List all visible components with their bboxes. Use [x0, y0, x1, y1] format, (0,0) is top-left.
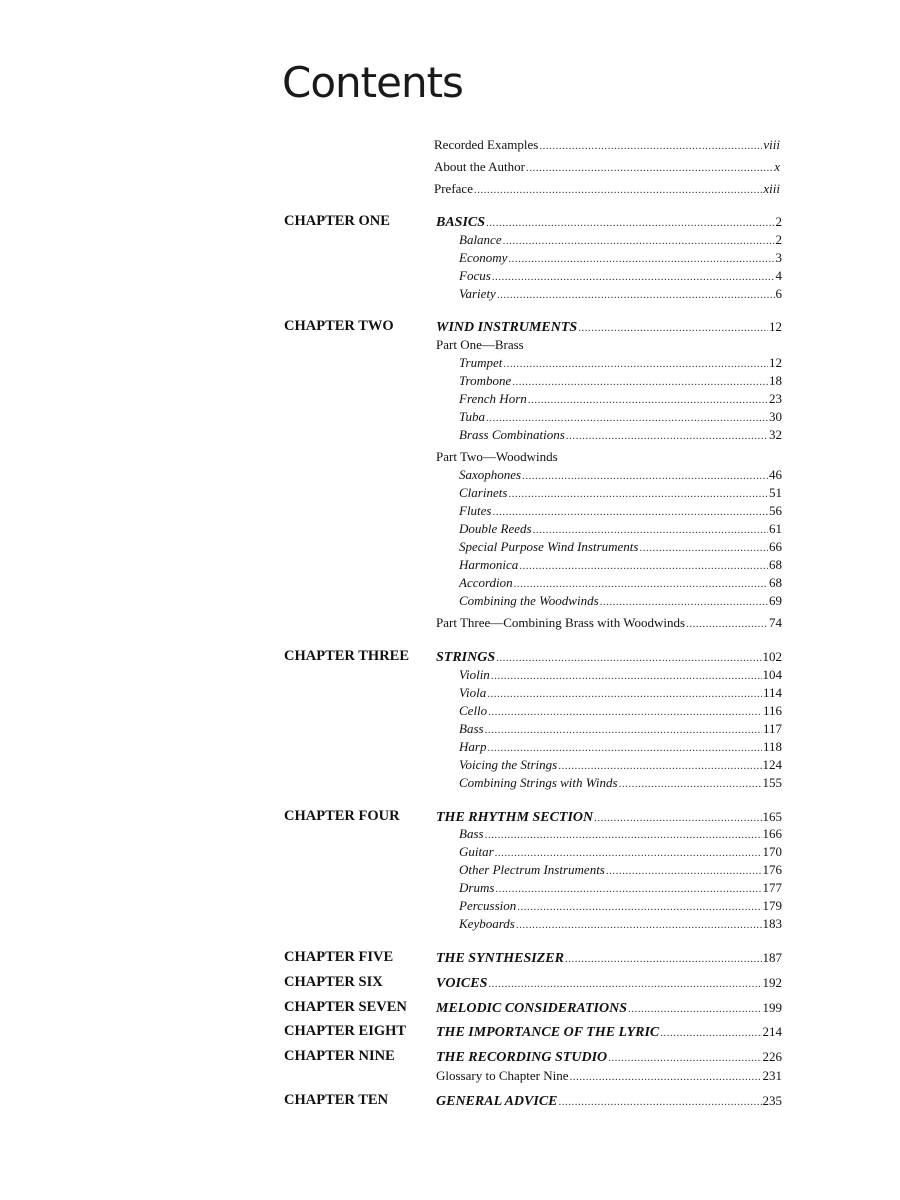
chapter-page: 12 — [769, 319, 782, 334]
chapter-title: THE RECORDING STUDIO — [436, 1050, 608, 1065]
toc-subentry[interactable] — [459, 592, 782, 611]
subentry-label: Accordion — [459, 575, 513, 590]
part-heading — [436, 448, 782, 466]
chapter-title: MELODIC CONSIDERATIONS — [436, 1001, 627, 1016]
subentry-page: 51 — [769, 485, 782, 500]
subentry-page: 66 — [769, 539, 782, 554]
chapter-label: CHAPTER TWO — [284, 318, 394, 334]
subentry-label: Harp — [459, 739, 487, 754]
toc-entry-page: viii — [763, 137, 780, 152]
subentry-page: 23 — [769, 391, 782, 406]
leader-dots — [539, 136, 762, 155]
chapter-title-entry[interactable] — [436, 949, 782, 968]
subentry-label: Saxophones — [459, 467, 522, 482]
toc-subentry[interactable] — [459, 684, 782, 703]
subentry-label: Trombone — [459, 373, 512, 388]
toc-subentry[interactable] — [459, 666, 782, 685]
chapter-page: 102 — [762, 649, 782, 664]
glossary-label: Glossary to Chapter Nine — [436, 1068, 569, 1083]
subentry-page: 117 — [762, 721, 782, 736]
subentry-label: Bass — [459, 826, 484, 841]
chapter-title: THE RHYTHM SECTION — [436, 810, 594, 825]
subentry-page: 56 — [769, 503, 782, 518]
toc-subentry[interactable] — [459, 756, 782, 775]
toc-subentry[interactable] — [459, 520, 782, 539]
toc-subentry[interactable] — [459, 738, 782, 757]
part-page: 74 — [769, 615, 782, 630]
toc-subentry[interactable] — [459, 502, 782, 521]
chapter-label: CHAPTER TEN — [284, 1092, 389, 1108]
subentry-page: 46 — [769, 467, 782, 482]
subentry-page: 30 — [769, 409, 782, 424]
toc-entry-recorded-examples[interactable] — [434, 136, 780, 155]
toc-subentry[interactable] — [459, 879, 782, 898]
subentry-label: Variety — [459, 286, 496, 301]
chapter-label: CHAPTER EIGHT — [284, 1023, 407, 1039]
subentry-label: Combining Strings with Winds — [459, 775, 618, 790]
subentry-page: 155 — [762, 775, 782, 790]
subentry-label: Cello — [459, 703, 488, 718]
leader-dots — [495, 843, 762, 862]
chapter-title-entry[interactable] — [436, 213, 782, 232]
leader-dots — [487, 738, 762, 757]
subentry-label: Double Reeds — [459, 521, 532, 536]
subentry-label: Voicing the Strings — [459, 757, 558, 772]
subentry-label: Trumpet — [459, 355, 503, 370]
chapter-label: CHAPTER SEVEN — [284, 999, 407, 1015]
leader-dots — [516, 915, 762, 934]
subentry-page: 179 — [762, 898, 782, 913]
chapter-title-entry[interactable] — [436, 1048, 782, 1067]
chapter-title: STRINGS — [436, 650, 496, 665]
subentry-label: Balance — [459, 232, 502, 247]
part-label: Part One—Brass — [436, 337, 524, 352]
chapter-title: THE IMPORTANCE OF THE LYRIC — [436, 1025, 660, 1040]
toc-subentry[interactable] — [459, 702, 782, 721]
subentry-label: Economy — [459, 250, 508, 265]
leader-dots — [686, 614, 768, 633]
subentry-page: 166 — [762, 826, 782, 841]
subentry-page: 3 — [775, 250, 782, 265]
subentry-page: 118 — [762, 739, 782, 754]
toc-entry-glossary[interactable] — [436, 1067, 782, 1086]
chapter-title: GENERAL ADVICE — [436, 1094, 558, 1109]
subentry-page: 116 — [762, 703, 782, 718]
chapter-title: THE SYNTHESIZER — [436, 951, 564, 966]
subentry-page: 183 — [762, 916, 782, 931]
subentry-label: Guitar — [459, 844, 494, 859]
glossary-page: 231 — [762, 1068, 782, 1083]
subentry-label: Violin — [459, 667, 490, 682]
toc-subentry[interactable] — [459, 408, 782, 427]
toc-subentry[interactable] — [459, 825, 782, 844]
toc-entry-label: Recorded Examples — [434, 137, 539, 152]
subentry-page: 114 — [762, 685, 782, 700]
leader-dots — [497, 285, 775, 304]
chapter-label: CHAPTER FIVE — [284, 949, 394, 965]
leader-dots — [512, 372, 768, 391]
toc-entry-label: About the Author — [434, 159, 525, 174]
chapter-page: 226 — [762, 1049, 782, 1064]
chapter-title-entry[interactable] — [436, 999, 782, 1018]
subentry-label: Combining the Woodwinds — [459, 593, 599, 608]
toc-subentry[interactable] — [459, 897, 782, 916]
chapter-page: 199 — [762, 1000, 782, 1015]
subentry-page: 177 — [762, 880, 782, 895]
toc-entry-page: xiii — [763, 181, 780, 196]
leader-dots — [488, 974, 761, 993]
leader-dots — [496, 648, 761, 667]
leader-dots — [486, 213, 774, 232]
leader-dots — [522, 466, 768, 485]
part-label: Part Three—Combining Brass with Woodwinds — [436, 615, 686, 630]
toc-subentry[interactable] — [459, 484, 782, 503]
toc-subentry[interactable] — [459, 372, 782, 391]
toc-subentry[interactable] — [459, 574, 782, 593]
subentry-page: 68 — [769, 557, 782, 572]
page-title: Contents — [282, 58, 463, 107]
chapter-page: 235 — [762, 1093, 782, 1108]
subentry-label: Viola — [459, 685, 487, 700]
subentry-page: 32 — [769, 427, 782, 442]
toc-subentry[interactable] — [459, 390, 782, 409]
leader-dots — [488, 702, 762, 721]
chapter-label: CHAPTER ONE — [284, 213, 390, 229]
leader-dots — [485, 720, 762, 739]
toc-subentry[interactable] — [459, 861, 782, 880]
subentry-label: Tuba — [459, 409, 486, 424]
leader-dots — [474, 180, 762, 199]
subentry-page: 18 — [769, 373, 782, 388]
toc-subentry[interactable] — [459, 915, 782, 934]
toc-entry-preface[interactable] — [434, 180, 780, 199]
leader-dots — [492, 267, 775, 286]
chapter-page: 165 — [762, 809, 782, 824]
chapter-title: WIND INSTRUMENTS — [436, 320, 578, 335]
leader-dots — [639, 538, 768, 557]
subentry-page: 124 — [762, 757, 782, 772]
chapter-page: 192 — [762, 975, 782, 990]
toc-subentry[interactable] — [459, 354, 782, 373]
toc-subentry[interactable] — [459, 285, 782, 304]
leader-dots — [528, 390, 768, 409]
toc-subentry[interactable] — [459, 267, 782, 286]
subentry-page: 61 — [769, 521, 782, 536]
leader-dots — [495, 879, 761, 898]
toc-subentry[interactable] — [459, 466, 782, 485]
subentry-page: 176 — [762, 862, 782, 877]
leader-dots — [491, 666, 762, 685]
leader-dots — [485, 825, 762, 844]
subentry-label: Clarinets — [459, 485, 508, 500]
subentry-label: French Horn — [459, 391, 527, 406]
toc-entry-label: Preface — [434, 181, 473, 196]
leader-dots — [487, 684, 762, 703]
chapter-page: 214 — [762, 1024, 782, 1039]
chapter-title-entry[interactable] — [436, 1023, 782, 1042]
toc-subentry[interactable] — [459, 556, 782, 575]
leader-dots — [570, 1067, 762, 1086]
subentry-page: 69 — [769, 593, 782, 608]
chapter-label: CHAPTER FOUR — [284, 808, 400, 824]
subentry-label: Keyboards — [459, 916, 515, 931]
toc-subentry[interactable] — [459, 249, 782, 268]
leader-dots — [533, 520, 768, 539]
leader-dots — [559, 1092, 762, 1111]
subentry-label: Other Plectrum Instruments — [459, 862, 605, 877]
subentry-page: 68 — [769, 575, 782, 590]
toc-subentry[interactable] — [459, 426, 782, 445]
subentry-page: 4 — [775, 268, 782, 283]
subentry-label: Drums — [459, 880, 495, 895]
leader-dots — [486, 408, 768, 427]
subentry-label: Focus — [459, 268, 491, 283]
subentry-label: Special Purpose Wind Instruments — [459, 539, 639, 554]
leader-dots — [565, 949, 762, 968]
leader-dots — [566, 426, 768, 445]
subentry-page: 170 — [762, 844, 782, 859]
subentry-label: Bass — [459, 721, 484, 736]
chapter-label: CHAPTER NINE — [284, 1048, 395, 1064]
leader-dots — [660, 1023, 761, 1042]
leader-dots — [508, 249, 774, 268]
chapter-label: CHAPTER THREE — [284, 648, 410, 664]
chapter-label: CHAPTER SIX — [284, 974, 383, 990]
leader-dots — [517, 897, 761, 916]
chapter-page: 187 — [762, 950, 782, 965]
leader-dots — [514, 574, 768, 593]
subentry-label: Flutes — [459, 503, 492, 518]
toc-entry-about-the-author[interactable] — [434, 158, 780, 177]
leader-dots — [508, 484, 768, 503]
leader-dots — [558, 756, 761, 775]
toc-entry-page: x — [774, 159, 780, 174]
toc-entry-part-three[interactable] — [436, 614, 782, 633]
subentry-page: 2 — [775, 232, 782, 247]
chapter-page: 2 — [775, 214, 782, 229]
toc-subentry[interactable] — [459, 843, 782, 862]
subentry-label: Percussion — [459, 898, 517, 913]
leader-dots — [503, 231, 775, 250]
chapter-title-entry[interactable] — [436, 648, 782, 667]
chapter-title: VOICES — [436, 976, 488, 991]
subentry-label: Brass Combinations — [459, 427, 565, 442]
leader-dots — [578, 318, 768, 337]
subentry-label: Harmonica — [459, 557, 519, 572]
leader-dots — [519, 556, 768, 575]
toc-subentry[interactable] — [459, 720, 782, 739]
leader-dots — [503, 354, 768, 373]
chapter-title-entry[interactable] — [436, 974, 782, 993]
leader-dots — [493, 502, 769, 521]
subentry-page: 12 — [769, 355, 782, 370]
toc-subentry[interactable] — [459, 538, 782, 557]
chapter-title-entry[interactable] — [436, 318, 782, 337]
toc-subentry[interactable] — [459, 774, 782, 793]
leader-dots — [526, 158, 773, 177]
chapter-title: BASICS — [436, 215, 486, 230]
leader-dots — [619, 774, 762, 793]
part-label: Part Two—Woodwinds — [436, 449, 558, 464]
chapter-title-entry[interactable] — [436, 1092, 782, 1111]
toc-subentry[interactable] — [459, 231, 782, 250]
part-heading — [436, 336, 782, 354]
leader-dots — [600, 592, 768, 611]
leader-dots — [628, 999, 762, 1018]
subentry-page: 104 — [762, 667, 782, 682]
leader-dots — [606, 861, 762, 880]
subentry-page: 6 — [775, 286, 782, 301]
leader-dots — [608, 1048, 761, 1067]
